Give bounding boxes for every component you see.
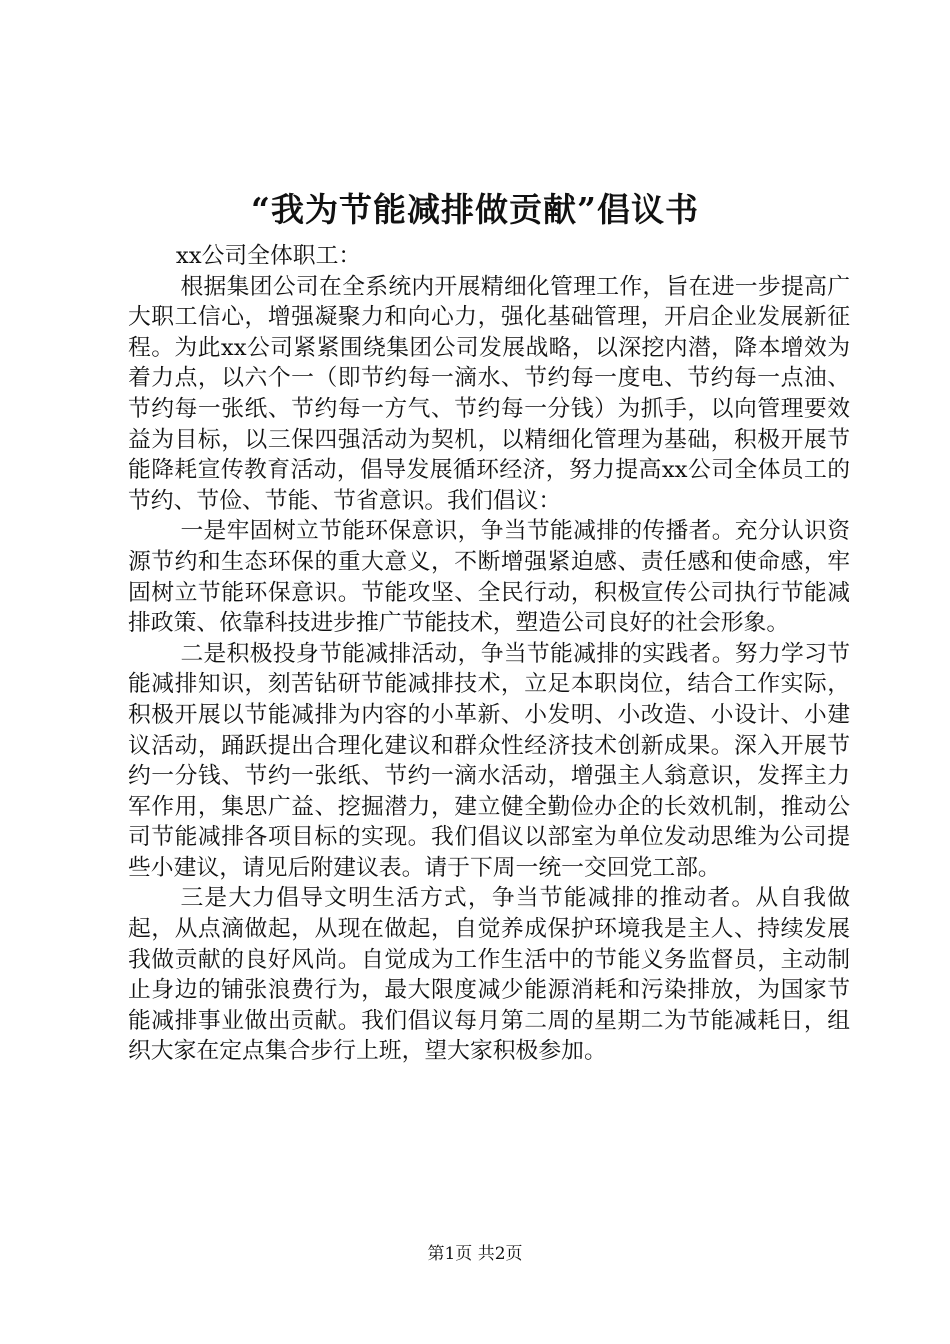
paragraph-proposal-2: 二是积极投身节能减排活动，争当节能减排的实践者。努力学习节能减排知识，刻苦钻研节能减排技术，立足本职岗位，结合工作实际，积极开展以节能减排为内容的小革新、小发明、小改造、小设计、小建议活动，踊跃提出合理化建议和群众性经济技术创新成果。深入开展节约一分钱、节约一张纸、节约一滴水活动，增强主人翁意识，发挥主力军作用，集思广益、挖掘潜力，建立健全勤俭办企的长效机制，推动公司节能减排各项目标的实现。我们倡议以部室为单位发动思维为公司提些小建议，请见后附建议表。请于下周一统一交回党工部。 (128, 640, 850, 881)
document-body (128, 241, 850, 1067)
page-footer: 第1页 共2页 (427, 1244, 523, 1264)
paragraph-intro: 根据集团公司在全系统内开展精细化管理工作，旨在进一步提高广大职工信心，增强凝聚力和向心力，强化基础管理，开启企业发展新征程。为此xx公司紧紧围绕集团公司发展战略，以深挖内潜，降本增效为着力点，以六个一（即节约每一滴水、节约每一度电、节约每一点油、节约每一张纸、节约每一方气、节约每一分钱）为抓手，以向管理要效益为目标，以三保四强活动为契机，以精细化管理为基础，积极开展节能降耗宣传教育活动，倡导发展循环经济，努力提高xx公司全体员工的节约、节俭、节能、节省意识。我们倡议： (128, 273, 850, 514)
document-title: “我为节能减排做贡献”倡议书 (251, 190, 699, 229)
paragraph-proposal-3: 三是大力倡导文明生活方式，争当节能减排的推动者。从自我做起，从点滴做起，从现在做起，自觉养成保护环境我是主人、持续发展我做贡献的良好风尚。自觉成为工作生活中的节能义务监督员，主动制止身边的铺张浪费行为，最大限度减少能源消耗和污染排放，为国家节能减排事业做出贡献。我们倡议每月第二周的星期二为节能减耗日，组织大家在定点集合步行上班，望大家积极参加。 (128, 885, 850, 1065)
salutation: xx公司全体职工： (175, 243, 362, 269)
paragraph-proposal-1: 一是牢固树立节能环保意识，争当节能减排的传播者。充分认识资源节约和生态环保的重大意义，不断增强紧迫感、责任感和使命感，牢固树立节能环保意识。节能攻坚、全民行动，积极宣传公司执行节能减排政策、依靠科技进步推广节能技术，塑造公司良好的社会形象。 (128, 518, 850, 637)
